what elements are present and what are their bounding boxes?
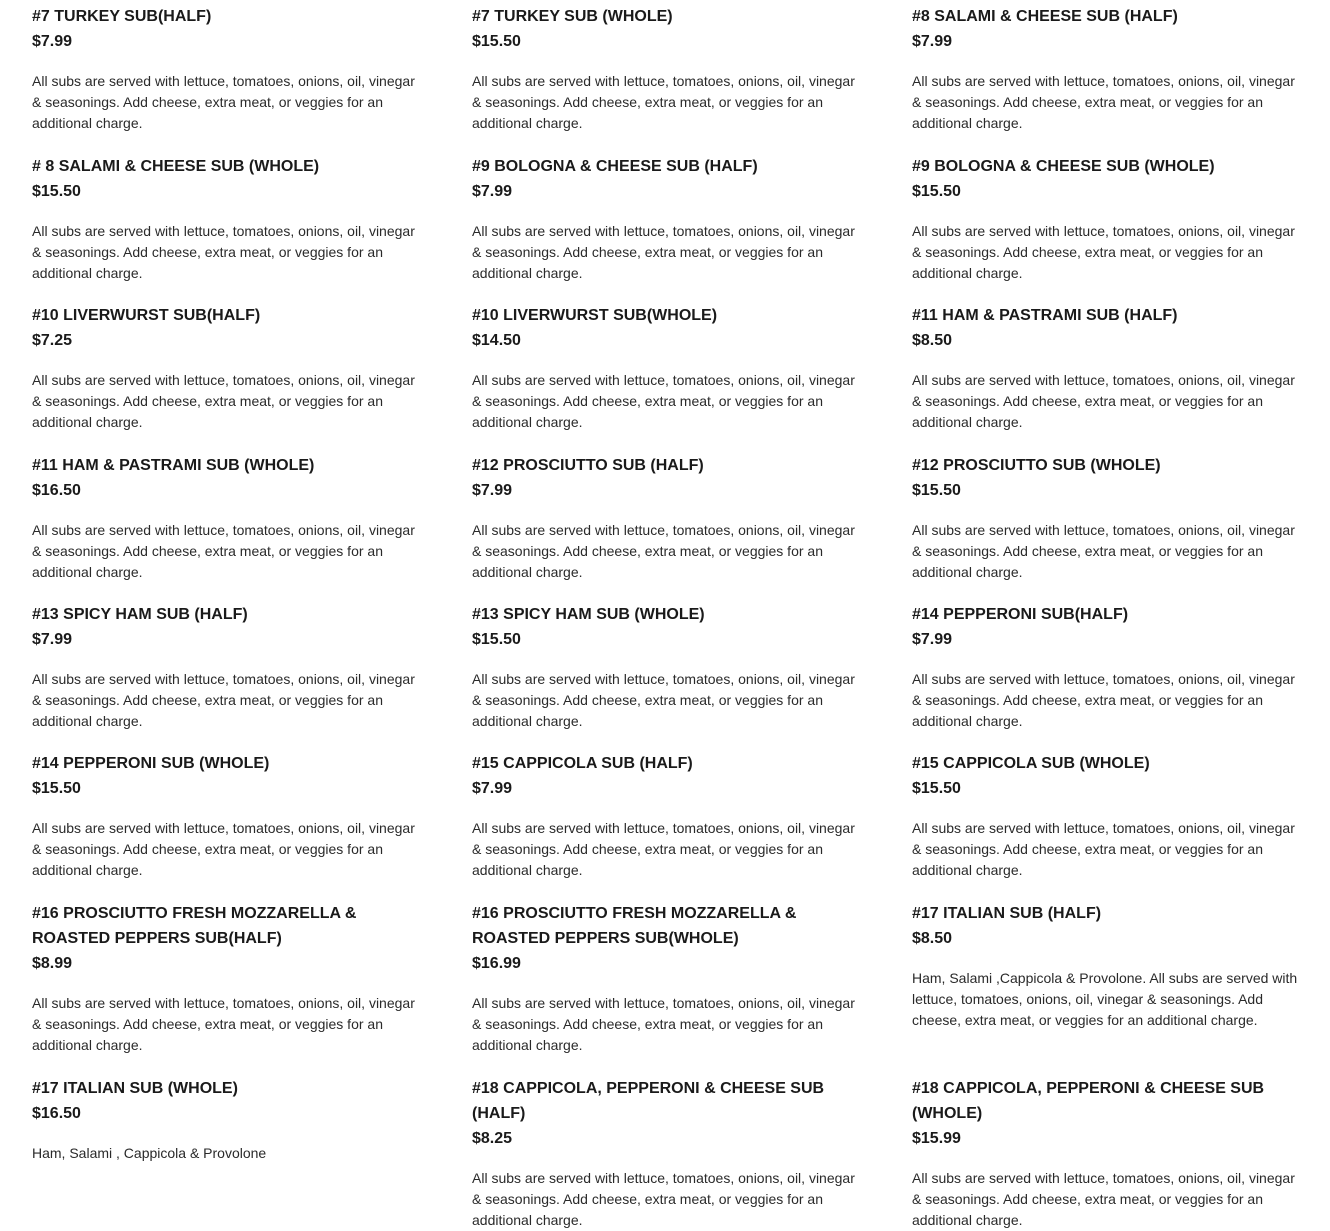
menu-item-name[interactable]: #15 CAPPICOLA SUB (WHOLE) <box>912 755 1150 772</box>
menu-item[interactable] <box>472 602 862 732</box>
menu-item-description: All subs are served with lettuce, tomatoes, onions, oil, vinegar & seasonings. Add cheese, extra meat, or veggies for an additional charge. <box>32 522 415 580</box>
menu-item[interactable] <box>912 602 1302 732</box>
menu-item-price: $15.50 <box>912 183 961 200</box>
menu-item[interactable] <box>472 154 862 284</box>
menu-item[interactable] <box>32 303 422 433</box>
menu-item-description: All subs are served with lettuce, tomatoes, onions, oil, vinegar & seasonings. Add cheese, extra meat, or veggies for an additional charge. <box>912 223 1295 281</box>
menu-item[interactable] <box>912 453 1302 583</box>
menu-item-name[interactable]: #10 LIVERWURST SUB(HALF) <box>32 307 261 324</box>
menu-item-price: $7.99 <box>912 33 953 50</box>
menu-item-name[interactable]: #12 PROSCIUTTO SUB (HALF) <box>472 457 704 474</box>
menu-item-price: $7.25 <box>32 332 73 349</box>
menu-item-name[interactable]: #14 PEPPERONI SUB(HALF) <box>912 606 1129 623</box>
menu-item-name[interactable]: #13 SPICY HAM SUB (WHOLE) <box>472 606 705 623</box>
menu-item-description: All subs are served with lettuce, tomatoes, onions, oil, vinegar & seasonings. Add cheese, extra meat, or veggies for an additional charge. <box>32 223 415 281</box>
menu-item[interactable] <box>32 1076 422 1164</box>
menu-item-name[interactable]: #17 ITALIAN SUB (HALF) <box>912 905 1102 922</box>
menu-item-name[interactable]: #15 CAPPICOLA SUB (HALF) <box>472 755 693 772</box>
menu-item-description: All subs are served with lettuce, tomatoes, onions, oil, vinegar & seasonings. Add cheese, extra meat, or veggies for an additional charge. <box>912 820 1295 878</box>
menu-item-description: All subs are served with lettuce, tomatoes, onions, oil, vinegar & seasonings. Add cheese, extra meat, or veggies for an additional charge. <box>472 223 855 281</box>
menu-item-name[interactable]: #18 CAPPICOLA, PEPPERONI & CHEESE SUB (WHOLE) <box>912 1080 1265 1122</box>
menu-item[interactable] <box>32 901 422 1056</box>
menu-item-description: All subs are served with lettuce, tomatoes, onions, oil, vinegar & seasonings. Add cheese, extra meat, or veggies for an additional charge. <box>472 1170 855 1228</box>
menu-item-name[interactable]: #8 SALAMI & CHEESE SUB (HALF) <box>912 8 1178 25</box>
menu-item-price: $15.50 <box>32 780 81 797</box>
menu-item-description: All subs are served with lettuce, tomatoes, onions, oil, vinegar & seasonings. Add cheese, extra meat, or veggies for an additional charge. <box>912 671 1295 729</box>
menu-item-description: All subs are served with lettuce, tomatoes, onions, oil, vinegar & seasonings. Add cheese, extra meat, or veggies for an additional charge. <box>912 522 1295 580</box>
menu-item-price: $16.99 <box>472 955 521 972</box>
menu-item-description: All subs are served with lettuce, tomatoes, onions, oil, vinegar & seasonings. Add cheese, extra meat, or veggies for an additional charge. <box>472 671 855 729</box>
menu-item-description: All subs are served with lettuce, tomatoes, onions, oil, vinegar & seasonings. Add cheese, extra meat, or veggies for an additional charge. <box>472 995 855 1053</box>
menu-item-name[interactable]: #12 PROSCIUTTO SUB (WHOLE) <box>912 457 1161 474</box>
menu-item-price: $16.50 <box>32 482 81 499</box>
menu-item-description: All subs are served with lettuce, tomatoes, onions, oil, vinegar & seasonings. Add cheese, extra meat, or veggies for an additional charge. <box>912 73 1295 131</box>
menu-item-price: $15.50 <box>32 183 81 200</box>
menu-item-name[interactable]: #18 CAPPICOLA, PEPPERONI & CHEESE SUB (HALF) <box>472 1080 825 1122</box>
menu-item-price: $7.99 <box>32 631 73 648</box>
menu-item[interactable] <box>912 154 1302 284</box>
menu-item[interactable] <box>32 453 422 583</box>
menu-item-name[interactable]: #11 HAM & PASTRAMI SUB (HALF) <box>912 307 1178 324</box>
menu-item[interactable] <box>32 154 422 284</box>
menu-item-name[interactable]: #9 BOLOGNA & CHEESE SUB (WHOLE) <box>912 158 1215 175</box>
menu-item[interactable] <box>912 1076 1302 1231</box>
menu-item[interactable] <box>912 751 1302 881</box>
menu-item-price: $8.50 <box>912 930 953 947</box>
menu-item-price: $15.50 <box>912 780 961 797</box>
menu-item-name[interactable]: #7 TURKEY SUB (WHOLE) <box>472 8 673 25</box>
menu-item-name[interactable]: #14 PEPPERONI SUB (WHOLE) <box>32 755 270 772</box>
menu-item[interactable] <box>912 901 1302 1031</box>
menu-item-price: $7.99 <box>472 780 513 797</box>
menu-item-name[interactable]: #7 TURKEY SUB(HALF) <box>32 8 212 25</box>
menu-item[interactable] <box>32 602 422 732</box>
menu-item[interactable] <box>472 901 862 1056</box>
menu-item[interactable] <box>32 751 422 881</box>
menu-item-price: $7.99 <box>472 183 513 200</box>
menu-item[interactable] <box>472 751 862 881</box>
menu-item-price: $15.50 <box>472 33 521 50</box>
menu-item[interactable] <box>32 4 422 134</box>
menu-item-price: $15.99 <box>912 1130 961 1147</box>
menu-item-description: All subs are served with lettuce, tomatoes, onions, oil, vinegar & seasonings. Add cheese, extra meat, or veggies for an additional charge. <box>912 1170 1295 1228</box>
menu-item-name[interactable]: #16 PROSCIUTTO FRESH MOZZARELLA & ROASTED PEPPERS SUB(WHOLE) <box>472 905 797 947</box>
menu-item[interactable] <box>912 303 1302 433</box>
menu-item[interactable] <box>472 1076 862 1231</box>
menu-item-description: Ham, Salami ,Cappicola & Provolone. All subs are served with lettuce, tomatoes, onions, oil, vinegar & seasonings. Add cheese, extra meat, or veggies for an additional charge. <box>912 970 1298 1028</box>
menu-item-description: All subs are served with lettuce, tomatoes, onions, oil, vinegar & seasonings. Add cheese, extra meat, or veggies for an additional charge. <box>32 995 415 1053</box>
menu-item-price: $8.99 <box>32 955 73 972</box>
menu-item-description: All subs are served with lettuce, tomatoes, onions, oil, vinegar & seasonings. Add cheese, extra meat, or veggies for an additional charge. <box>472 820 855 878</box>
menu-item-name[interactable]: #13 SPICY HAM SUB (HALF) <box>32 606 248 623</box>
menu-item-description: All subs are served with lettuce, tomatoes, onions, oil, vinegar & seasonings. Add cheese, extra meat, or veggies for an additional charge. <box>32 820 415 878</box>
menu-item-description: All subs are served with lettuce, tomatoes, onions, oil, vinegar & seasonings. Add cheese, extra meat, or veggies for an additional charge. <box>472 73 855 131</box>
menu-item-description: All subs are served with lettuce, tomatoes, onions, oil, vinegar & seasonings. Add cheese, extra meat, or veggies for an additional charge. <box>472 372 855 430</box>
menu-item-name[interactable]: #9 BOLOGNA & CHEESE SUB (HALF) <box>472 158 758 175</box>
menu-item-name[interactable]: #17 ITALIAN SUB (WHOLE) <box>32 1080 238 1097</box>
menu-item-price: $15.50 <box>912 482 961 499</box>
menu-item-name[interactable]: # 8 SALAMI & CHEESE SUB (WHOLE) <box>32 158 320 175</box>
menu-item-price: $16.50 <box>32 1105 81 1122</box>
menu-item-name[interactable]: #11 HAM & PASTRAMI SUB (WHOLE) <box>32 457 315 474</box>
menu-item-price: $15.50 <box>472 631 521 648</box>
menu-item-description: All subs are served with lettuce, tomatoes, onions, oil, vinegar & seasonings. Add cheese, extra meat, or veggies for an additional charge. <box>912 372 1295 430</box>
menu-item-description: All subs are served with lettuce, tomatoes, onions, oil, vinegar & seasonings. Add cheese, extra meat, or veggies for an additional charge. <box>32 671 415 729</box>
menu-item-name[interactable]: #10 LIVERWURST SUB(WHOLE) <box>472 307 718 324</box>
menu-item-price: $7.99 <box>32 33 73 50</box>
menu-item-price: $8.50 <box>912 332 953 349</box>
menu-item[interactable] <box>472 4 862 134</box>
menu-item-description: All subs are served with lettuce, tomatoes, onions, oil, vinegar & seasonings. Add cheese, extra meat, or veggies for an additional charge. <box>32 73 415 131</box>
menu-item-description: Ham, Salami , Cappicola & Provolone <box>32 1145 267 1161</box>
menu-item-name[interactable]: #16 PROSCIUTTO FRESH MOZZARELLA & ROASTED PEPPERS SUB(HALF) <box>32 905 357 947</box>
menu-item-price: $14.50 <box>472 332 521 349</box>
menu-item[interactable] <box>472 453 862 583</box>
menu-item[interactable] <box>912 4 1302 134</box>
menu-item-price: $7.99 <box>912 631 953 648</box>
menu-item-description: All subs are served with lettuce, tomatoes, onions, oil, vinegar & seasonings. Add cheese, extra meat, or veggies for an additional charge. <box>32 372 415 430</box>
menu-item-price: $7.99 <box>472 482 513 499</box>
menu-item-description: All subs are served with lettuce, tomatoes, onions, oil, vinegar & seasonings. Add cheese, extra meat, or veggies for an additional charge. <box>472 522 855 580</box>
menu-item[interactable] <box>472 303 862 433</box>
menu-item-price: $8.25 <box>472 1130 513 1147</box>
